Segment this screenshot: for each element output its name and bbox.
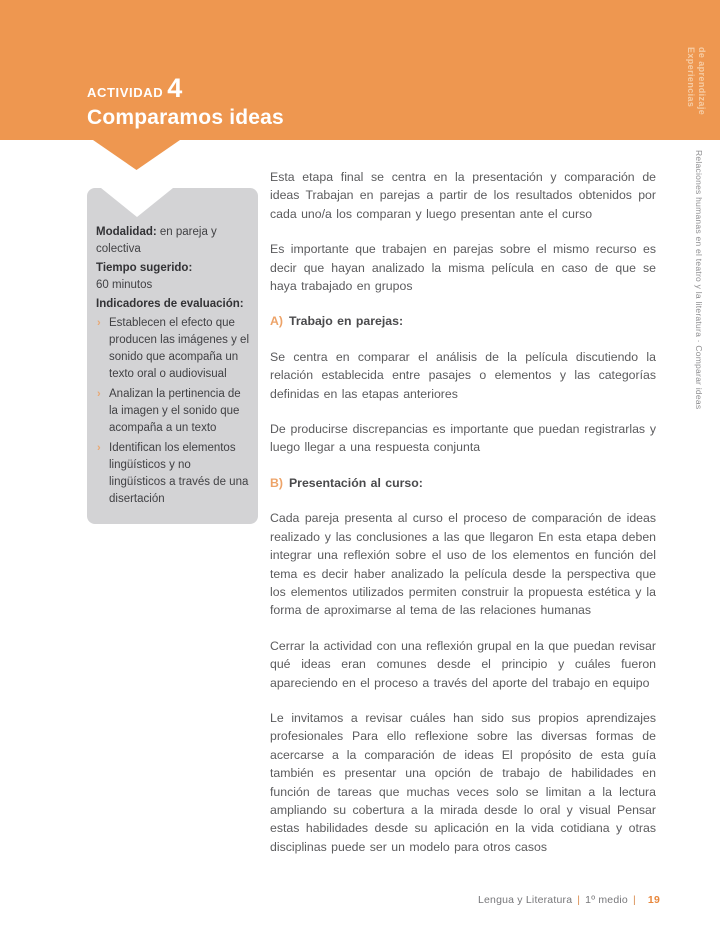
suggested-time-row xyxy=(96,260,250,294)
activity-heading xyxy=(87,73,183,103)
indicator-text: Establecen el efecto que producen las imágenes y el sonido que acompaña un texto oral o audiovisual xyxy=(109,317,249,380)
footer-separator: | xyxy=(632,894,636,906)
indicators-row xyxy=(96,296,250,313)
section-a-paragraph: De producirse discrepancias es importante que puedan registrarlas y luego llegar a una respuesta conjunta xyxy=(270,422,656,455)
list-item xyxy=(96,315,250,383)
experiences-tab-label xyxy=(685,47,707,115)
experiences-tab-line2: de aprendizaje xyxy=(697,47,707,116)
list-item xyxy=(96,440,250,508)
section-a-prefix: A) xyxy=(270,314,283,329)
activity-label: ACTIVIDAD xyxy=(87,85,164,100)
intro-paragraph: Esta etapa final se centra en la presentación y comparación de ideas Trabajan en parejas a partir de los resultados obtenidos por cada uno/a los comparan y luego presentan ante el curso xyxy=(270,170,656,221)
modality-row xyxy=(96,224,250,258)
section-a-title: Trabajo en parejas: xyxy=(288,314,404,329)
bullet-chevron-icon: › xyxy=(97,442,101,454)
activity-title: Comparamos ideas xyxy=(87,106,284,129)
section-b-title: Presentación al curso: xyxy=(288,475,423,490)
modality-label: Modalidad: xyxy=(96,226,157,238)
experiences-tab-line1: Experiencias xyxy=(686,47,696,108)
suggested-time-label: Tiempo sugerido: xyxy=(96,262,193,274)
section-b-prefix: B) xyxy=(270,475,283,490)
list-item xyxy=(96,386,250,437)
modality-value: en pareja y colectiva xyxy=(96,226,217,255)
closing-paragraph: Le invitamos a revisar cuáles han sido sus propios aprendizajes profesionales Para ello reflexione sobre las diversas formas de acercarse a la comparación de ideas El propósito de esta guía también es presentar una opción de trabajo de habilidades en función de tareas que muchas veces solo se limitan a la lectura ampliando su cobertura a la mirada desde lo oral y visual Pensar estas habilidades desde su aplicación en la vida cotidiana y otras disciplinas puede ser un modelo para otros casos xyxy=(270,710,656,854)
activity-info-box xyxy=(87,188,258,524)
unit-side-label: Relaciones humanas en el teatro y la literatura · Comparar ideas xyxy=(694,150,704,410)
activity-number: 4 xyxy=(167,73,183,103)
section-a-header xyxy=(270,312,656,330)
banner-arrow-pointer-icon xyxy=(93,140,180,170)
suggested-time-value: 60 minutos xyxy=(96,279,153,291)
intro-paragraph: Es importante que trabajen en parejas sobre el mismo recurso es decir que hayan analizado la misma película en caso de que se haya trabajado en grupos xyxy=(270,242,656,294)
footer-grade: 1º medio xyxy=(585,894,628,906)
activity-banner xyxy=(0,0,720,140)
main-text-column xyxy=(270,168,656,873)
bullet-chevron-icon: › xyxy=(97,317,101,329)
closing-paragraph: Cerrar la actividad con una reflexión grupal en la que puedan revisar qué ideas eran comunes desde el principio y cuáles fueron apareciendo en el proceso a través del aporte del trabajo en equipo xyxy=(270,638,656,690)
indicators-label: Indicadores de evaluación: xyxy=(96,298,244,310)
footer-separator: | xyxy=(577,894,581,906)
section-b-paragraph: Cada pareja presenta al curso el proceso de comparación de ideas realizado y las conclusiones a las que llegaron En esta etapa deben integrar una reflexión sobre el uso de los elementos en función del tema es decir haber analizado la película desde la perspectiva que los elementos utilizados permiten construir la propuesta estética y la forma de aproximarse al tema de las relaciones humanas xyxy=(270,511,656,618)
bullet-chevron-icon: › xyxy=(97,388,101,400)
section-a-paragraph: Se centra en comparar el análisis de la película discutiendo la relación establecida entre pasajes o elementos y las categorías definidas en las etapas anteriores xyxy=(270,349,656,401)
indicator-text: Identifican los elementos lingüísticos y no lingüísticos a través de una disertación xyxy=(109,442,249,505)
footer-subject: Lengua y Literatura xyxy=(477,894,573,906)
page-number: 19 xyxy=(647,894,660,906)
page-footer xyxy=(478,894,660,906)
indicators-list xyxy=(96,315,250,508)
indicator-text: Analizan la pertinencia de la imagen y el sonido que acompaña a un texto xyxy=(109,388,241,434)
section-b-header xyxy=(270,474,656,492)
